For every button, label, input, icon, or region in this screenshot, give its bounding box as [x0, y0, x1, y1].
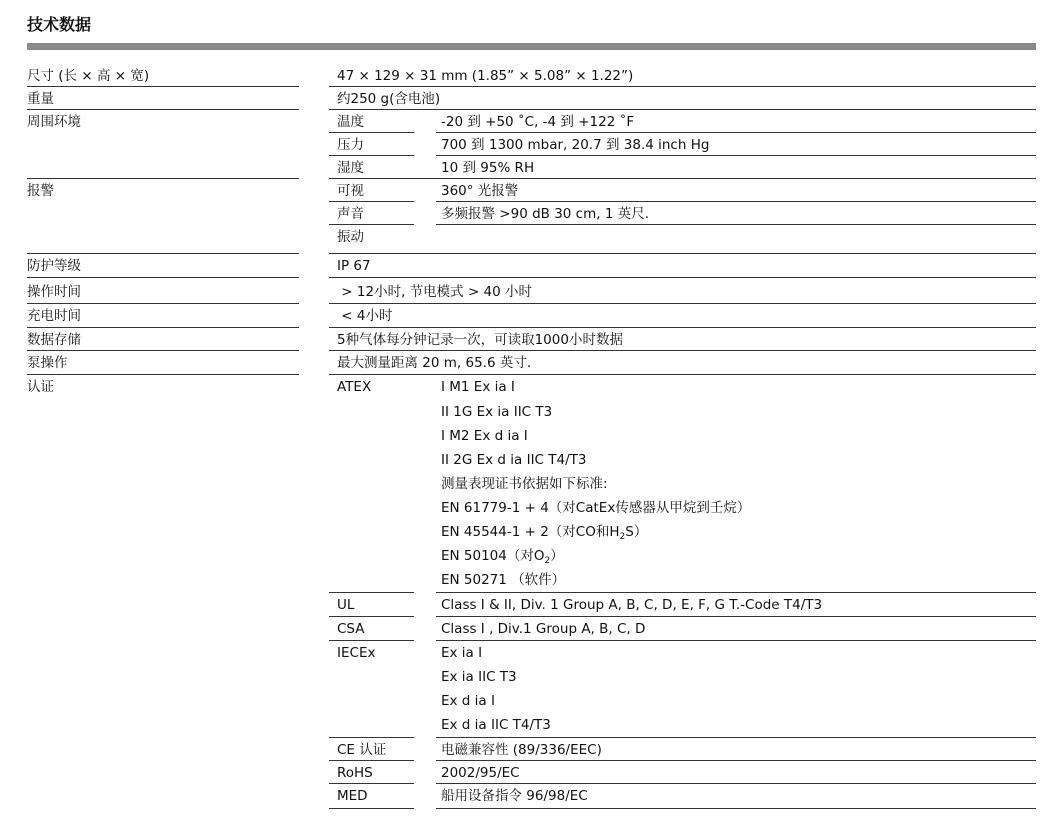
- divider: [27, 178, 299, 179]
- spec-value: 700 到 1300 mbar, 20.7 到 38.4 inch Hg: [441, 137, 710, 153]
- spec-sublabel: 湿度: [337, 160, 364, 176]
- divider: [329, 253, 1036, 254]
- divider: [27, 253, 299, 254]
- spec-value: 约250 g(含电池): [337, 91, 441, 107]
- divider: [27, 374, 299, 375]
- divider: [329, 86, 1036, 87]
- cert-value: Class I & II, Div. 1 Group A, B, C, D, E, F, G T.-Code T4/T3: [441, 597, 823, 613]
- divider: [329, 155, 414, 156]
- divider: [27, 86, 299, 87]
- divider: [329, 132, 414, 133]
- spec-sublabel: 温度: [337, 114, 364, 130]
- divider: [436, 201, 1036, 202]
- divider: [329, 616, 414, 617]
- cert-line: Ex d ia IIC T4/T3: [441, 717, 551, 733]
- divider: [329, 327, 1036, 328]
- divider: [329, 277, 1036, 278]
- divider: [329, 640, 414, 641]
- spec-sublabel: 声音: [337, 206, 364, 222]
- cert-value: Class I , Div.1 Group A, B, C, D: [441, 621, 646, 637]
- spec-label: 泵操作: [27, 355, 68, 371]
- cert-label: CSA: [337, 621, 365, 637]
- spec-label: 重量: [27, 91, 54, 107]
- divider: [436, 592, 1036, 593]
- cert-line: I M1 Ex ia I: [441, 379, 515, 395]
- divider: [436, 132, 1036, 133]
- divider: [329, 178, 1036, 179]
- divider: [27, 350, 299, 351]
- cert-text: EN 45544-1 + 2（对CO和H: [441, 524, 620, 540]
- cert-label: IECEx: [337, 645, 376, 661]
- divider: [329, 109, 1036, 110]
- spec-value: < 4小时: [337, 308, 393, 324]
- title-divider: [27, 43, 1036, 50]
- subscript: 2: [544, 556, 551, 566]
- cert-line: Ex ia IIC T3: [441, 669, 517, 685]
- divider: [329, 760, 414, 761]
- divider: [436, 783, 1036, 784]
- cert-label: CE 认证: [337, 742, 387, 758]
- spec-value: 最大测量距离 20 m, 65.6 英寸.: [337, 355, 532, 371]
- cert-line: II 2G Ex d ia IIC T4/T3: [441, 452, 587, 468]
- divider: [329, 808, 414, 809]
- spec-value: 多频报警 >90 dB 30 cm, 1 英尺.: [441, 206, 649, 222]
- spec-label: 周围环境: [27, 114, 81, 130]
- spec-label: 防护等级: [27, 258, 81, 274]
- cert-label: RoHS: [337, 765, 373, 781]
- spec-label: 数据存储: [27, 332, 81, 348]
- cert-label: UL: [337, 597, 355, 613]
- divider: [27, 327, 299, 328]
- spec-value: 360° 光报警: [441, 183, 519, 199]
- spec-label: 充电时间: [27, 308, 81, 324]
- divider: [436, 760, 1036, 761]
- cert-line: Ex ia I: [441, 645, 483, 661]
- divider: [329, 783, 414, 784]
- cert-value: 电磁兼容性 (89/336/EEC): [441, 742, 602, 758]
- divider: [436, 224, 1036, 225]
- divider: [329, 592, 414, 593]
- spec-value: 47 × 129 × 31 mm (1.85” × 5.08” × 1.22”): [337, 68, 634, 84]
- spec-value: -20 到 +50 ˚C, -4 到 +122 ˚F: [441, 114, 635, 130]
- divider: [436, 640, 1036, 641]
- divider: [329, 350, 1036, 351]
- divider: [436, 737, 1036, 738]
- spec-value: > 12小时, 节电模式 > 40 小时: [337, 284, 533, 300]
- page-title: 技术数据: [27, 15, 92, 34]
- divider: [329, 737, 414, 738]
- spec-value: 5种气体每分钟记录一次，可读取1000小时数据: [337, 332, 623, 348]
- cert-value: 船用设备指令 96/98/EC: [441, 788, 588, 804]
- divider: [27, 277, 299, 278]
- spec-label: 认证: [27, 379, 54, 395]
- spec-sublabel: 可视: [337, 183, 364, 199]
- divider: [329, 374, 1036, 375]
- divider: [436, 616, 1036, 617]
- cert-text: S）: [625, 524, 648, 540]
- subscript: 2: [619, 532, 626, 542]
- divider: [329, 201, 414, 202]
- cert-line: I M2 Ex d ia I: [441, 428, 528, 444]
- cert-line: EN 61779-1 + 4（对CatEx传感器从甲烷到壬烷）: [441, 500, 751, 516]
- cert-line-en50104: [441, 546, 564, 566]
- spec-label: 尺寸 (长 × 高 × 宽): [27, 68, 150, 84]
- cert-line-en45544: [441, 522, 647, 542]
- divider: [436, 155, 1036, 156]
- cert-text: EN 50104（对O: [441, 548, 545, 564]
- divider: [436, 808, 1036, 809]
- cert-line: 测量表现证书依据如下标准:: [441, 476, 608, 492]
- cert-atex-label: ATEX: [337, 379, 372, 395]
- spec-label: 操作时间: [27, 284, 81, 300]
- cert-value: 2002/95/EC: [441, 765, 520, 781]
- cert-line: EN 50271 （软件）: [441, 572, 566, 588]
- cert-line: Ex d ia I: [441, 693, 495, 709]
- cert-line: II 1G Ex ia IIC T3: [441, 404, 553, 420]
- spec-value: 10 到 95% RH: [441, 160, 535, 176]
- cert-label: MED: [337, 788, 368, 804]
- spec-sublabel: 振动: [337, 229, 364, 245]
- divider: [329, 303, 1036, 304]
- cert-text: ）: [550, 548, 564, 564]
- spec-value: IP 67: [337, 258, 371, 274]
- divider: [329, 224, 414, 225]
- spec-label: 报警: [27, 183, 54, 199]
- divider: [27, 109, 299, 110]
- divider: [27, 303, 299, 304]
- spec-sublabel: 压力: [337, 137, 364, 153]
